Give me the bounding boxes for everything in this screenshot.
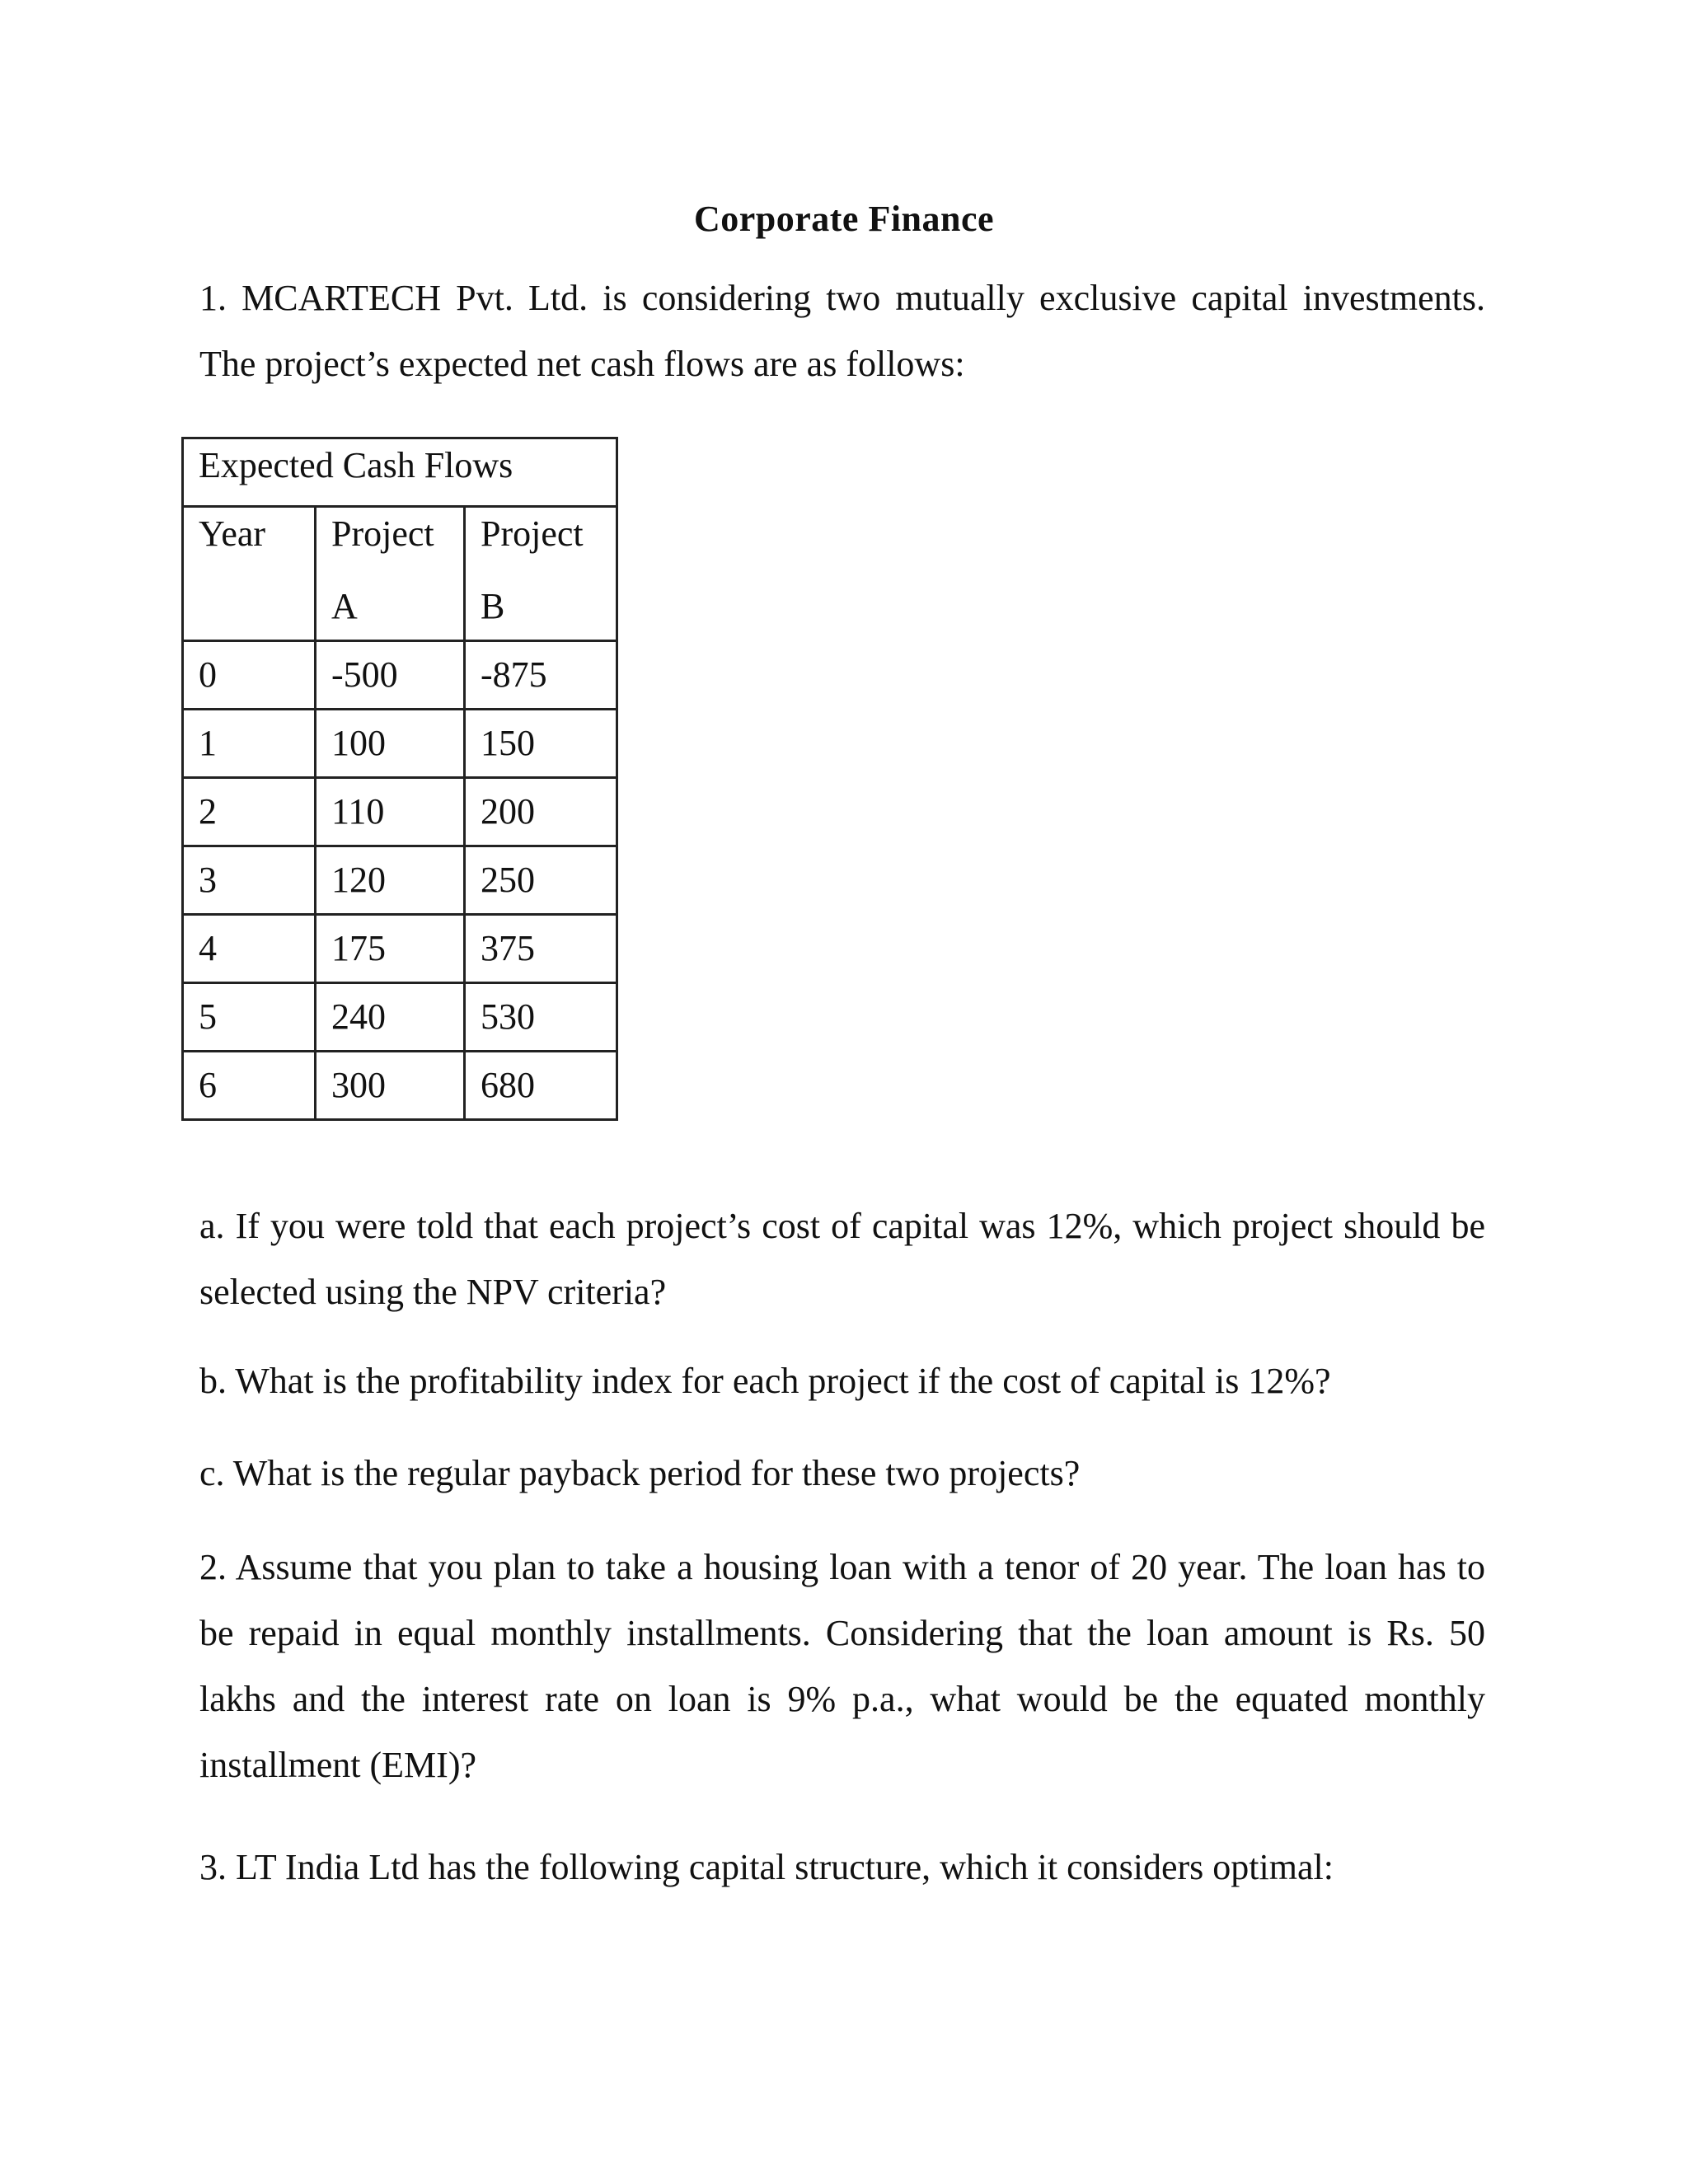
header-project-b [465, 507, 617, 641]
table-row [183, 983, 617, 1052]
cell-project-a: 300 [316, 1052, 465, 1120]
cell-year: 6 [183, 1052, 316, 1120]
table-header-row [183, 507, 617, 641]
table-row [183, 1052, 617, 1120]
header-project-a [316, 507, 465, 641]
question-1c: c. What is the regular payback period for these two projects? [199, 1453, 1081, 1493]
question-3: 3. LT India Ltd has the following capital structure, which it considers optimal: [199, 1847, 1334, 1887]
cell-project-b: -875 [465, 641, 617, 710]
cell-year: 5 [183, 983, 316, 1052]
table-row [183, 915, 617, 983]
page-title: Corporate Finance [693, 199, 995, 239]
cell-project-a: 110 [316, 778, 465, 846]
question-1-intro: 1. MCARTECH Pvt. Ltd. is considering two mutually exclusive capital investments. The project’s expected net cash flows are as follows: [199, 278, 1485, 384]
cell-year: 0 [183, 641, 316, 710]
header-project-a-line2: A [331, 586, 358, 626]
cell-project-b: 375 [465, 915, 617, 983]
cell-year: 3 [183, 846, 316, 915]
header-project-a-line1: Project [331, 513, 434, 554]
header-year [183, 507, 316, 641]
table-row [183, 846, 617, 915]
cell-year: 2 [183, 778, 316, 846]
table-row [183, 641, 617, 710]
cell-project-a: 175 [316, 915, 465, 983]
question-2: 2. Assume that you plan to take a housing loan with a tenor of 20 year. The loan has to be repaid in equal monthly installments. Considering that the loan amount is Rs. 50 lakhs and the interest rate on loan is 9% p.a., what would be the equated monthly installment (EMI)? [199, 1547, 1485, 1785]
cell-year: 1 [183, 710, 316, 778]
table-caption-row [183, 438, 617, 507]
cell-project-a: -500 [316, 641, 465, 710]
question-1a: a. If you were told that each project’s cost of capital was 12%, which project should be selected using the NPV criteria? [199, 1206, 1485, 1312]
table-caption: Expected Cash Flows [183, 438, 617, 507]
header-year-label: Year [199, 513, 266, 554]
expected-cash-flows-table [181, 437, 618, 1121]
cell-project-b: 150 [465, 710, 617, 778]
question-1b: b. What is the profitability index for each project if the cost of capital is 12%? [199, 1361, 1331, 1401]
cell-project-a: 240 [316, 983, 465, 1052]
table-row [183, 778, 617, 846]
cell-project-b: 250 [465, 846, 617, 915]
header-project-b-line2: B [481, 586, 505, 626]
cell-project-b: 200 [465, 778, 617, 846]
cell-project-a: 120 [316, 846, 465, 915]
table-row [183, 710, 617, 778]
cell-project-a: 100 [316, 710, 465, 778]
cell-project-b: 680 [465, 1052, 617, 1120]
header-project-b-line1: Project [481, 513, 584, 554]
cell-year: 4 [183, 915, 316, 983]
cell-project-b: 530 [465, 983, 617, 1052]
